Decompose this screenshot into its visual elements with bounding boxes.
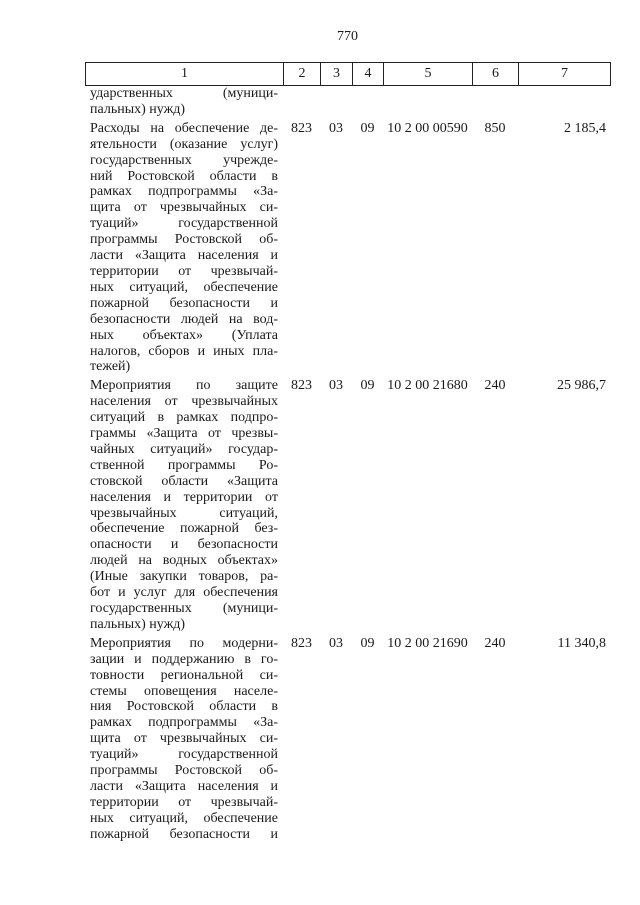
description-line: Мероприятия по модерни- <box>90 635 278 651</box>
description-line: бот и услуг для обеспечения <box>90 585 278 601</box>
description-line: щита от чрезвычайных си- <box>90 731 278 747</box>
description-line: территории от чрезвычай- <box>90 794 278 810</box>
description-cell <box>85 86 283 118</box>
description-cell <box>85 636 283 843</box>
description-line: чайных ситуаций» государ- <box>90 441 278 457</box>
description-line: программы Ростовской об- <box>90 763 278 779</box>
description-line: рамках подпрограммы «За- <box>90 184 278 200</box>
description-line: туаций» государственной <box>90 747 278 763</box>
description-line: обеспечение пожарной без- <box>90 521 278 537</box>
description-line: товности региональной си- <box>90 667 278 683</box>
expense-type-cell: 850 <box>484 120 506 136</box>
subsection-cell: 09 <box>360 635 375 651</box>
section-cell: 03 <box>329 120 343 136</box>
target-article-cell: 10 2 00 00590 <box>387 120 468 136</box>
section-cell: 03 <box>329 635 343 651</box>
subsection-cell: 09 <box>360 378 375 394</box>
header-cell-6: 6 <box>473 63 519 85</box>
description-line: государственных учрежде- <box>90 152 278 168</box>
table-row <box>85 118 611 376</box>
description-line: территории от чрезвычай- <box>90 263 278 279</box>
description-line: ных объектах» (Уплата <box>90 327 278 343</box>
target-article-cell: 10 2 00 21680 <box>387 378 468 394</box>
description-line: чрезвычайных ситуаций, <box>90 505 278 521</box>
description-line: программы Ростовской об- <box>90 232 278 248</box>
description-line: пальных) нужд) <box>90 616 186 632</box>
table-header-row <box>85 62 611 86</box>
page-number: 770 <box>337 29 358 44</box>
description-line: тежей) <box>90 359 131 375</box>
description-line: Мероприятия по защите <box>90 378 278 394</box>
subsection-cell <box>352 86 383 118</box>
description-line: опасности и безопасности <box>90 537 278 553</box>
description-line: пожарной безопасности и <box>90 295 278 311</box>
subsection-cell: 09 <box>360 120 375 136</box>
amount-cell: 25 986,7 <box>557 378 606 394</box>
description-line: граммы «Защита от чрезвы- <box>90 426 278 442</box>
ministry-code-cell: 823 <box>291 120 312 136</box>
budget-table <box>85 62 611 843</box>
table-row <box>85 86 611 118</box>
description-line: ний Ростовской области в <box>90 168 278 184</box>
description-line: ласти «Защита населения и <box>90 248 278 264</box>
header-cell-4: 4 <box>353 63 384 85</box>
description-line: стемы оповещения населе- <box>90 683 278 699</box>
description-line: ласти «Защита населения и <box>90 778 278 794</box>
description-line: щита от чрезвычайных си- <box>90 200 278 216</box>
description-line: стовской области «Защита <box>90 473 278 489</box>
section-cell: 03 <box>329 378 343 394</box>
table-body <box>85 86 611 843</box>
description-line: зации и поддержанию в го- <box>90 651 278 667</box>
description-line: пожарной безопасности и <box>90 826 278 842</box>
description-line: ных ситуаций, обеспечение <box>90 279 278 295</box>
target-article-cell <box>383 86 472 118</box>
description-line: государственных (муници- <box>90 601 278 616</box>
description-line: (Иные закупки товаров, ра- <box>90 569 278 585</box>
description-line: населения и территории от <box>90 489 278 505</box>
description-line: людей на водных объектах» <box>90 553 278 569</box>
description-line: туаций» государственной <box>90 216 278 232</box>
description-line: ударственных (муници- <box>90 86 278 101</box>
table-row <box>85 375 611 633</box>
amount-cell <box>518 86 610 118</box>
description-line: пальных) нужд) <box>90 101 186 117</box>
description-cell <box>85 121 283 376</box>
header-cell-1: 1 <box>86 63 284 85</box>
description-line: ных ситуаций, обеспечение <box>90 810 278 826</box>
description-line: населения от чрезвычайных <box>90 394 278 410</box>
ministry-code-cell: 823 <box>291 378 312 394</box>
ministry-code-cell: 823 <box>291 635 312 651</box>
header-cell-7: 7 <box>519 63 611 85</box>
amount-cell: 2 185,4 <box>564 120 606 136</box>
description-line: Расходы на обеспечение де- <box>90 120 278 136</box>
section-cell <box>320 86 352 118</box>
target-article-cell: 10 2 00 21690 <box>387 635 468 651</box>
description-line: ятельности (оказание услуг) <box>90 136 278 152</box>
expense-type-cell: 240 <box>484 378 506 394</box>
description-cell <box>85 378 283 633</box>
expense-type-cell: 240 <box>484 635 506 651</box>
description-line: ния Ростовской области в <box>90 699 278 715</box>
description-line: ственной программы Ро- <box>90 457 278 473</box>
description-line: налогов, сборов и иных пла- <box>90 343 278 359</box>
ministry-code-cell <box>283 86 320 118</box>
header-cell-3: 3 <box>321 63 353 85</box>
header-cell-2: 2 <box>284 63 321 85</box>
description-line: рамках подпрограммы «За- <box>90 715 278 731</box>
header-cell-5: 5 <box>384 63 473 85</box>
expense-type-cell <box>472 86 518 118</box>
description-line: безопасности людей на вод- <box>90 311 278 327</box>
amount-cell: 11 340,8 <box>557 635 606 651</box>
description-line: ситуаций в рамках подпро- <box>90 410 278 426</box>
table-row <box>85 633 611 843</box>
